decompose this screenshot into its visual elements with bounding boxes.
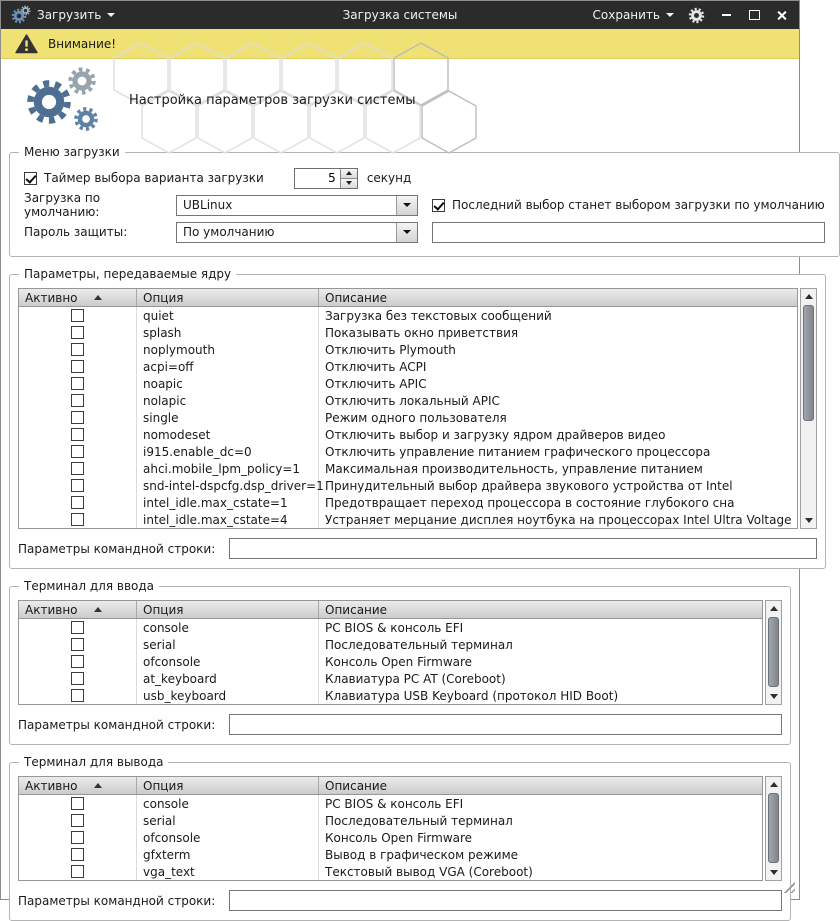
active-cell <box>19 307 137 324</box>
column-header-option[interactable] <box>137 289 319 306</box>
table-row[interactable] <box>19 341 797 358</box>
active-cell <box>19 829 137 846</box>
column-header-active[interactable] <box>19 601 137 618</box>
cmdline-label: Параметры командной строки: <box>18 717 216 732</box>
row-checkbox[interactable] <box>71 655 84 668</box>
row-checkbox[interactable] <box>71 411 84 424</box>
description-cell: Отключить локальный APIC <box>325 393 500 408</box>
row-checkbox[interactable] <box>71 479 84 492</box>
row-checkbox[interactable] <box>71 865 84 878</box>
table-row[interactable] <box>19 443 797 460</box>
output-terminal-tablewrap <box>18 776 782 881</box>
chevron-down-icon <box>403 203 411 207</box>
vertical-scrollbar[interactable] <box>765 600 782 705</box>
default-boot-value: UBLinux <box>183 198 233 212</box>
active-cell <box>19 812 137 829</box>
default-boot-row <box>24 191 825 219</box>
column-header-description[interactable] <box>319 601 762 618</box>
active-cell <box>19 324 137 341</box>
table-row[interactable] <box>19 846 762 863</box>
app-gears-icon <box>11 5 31 25</box>
table-row[interactable] <box>19 863 762 880</box>
load-menu-button[interactable] <box>37 8 115 22</box>
option-cell: at_keyboard <box>137 670 319 687</box>
scroll-thumb[interactable] <box>803 305 814 421</box>
active-cell <box>19 494 137 511</box>
table-header <box>19 289 797 307</box>
table-row[interactable] <box>19 494 797 511</box>
boot-menu-title: Меню загрузки <box>24 145 120 159</box>
description-cell: Отключить управление питанием графического процессора <box>325 444 711 459</box>
option-cell: snd-intel-dspcfg.dsp_driver=1 <box>137 477 319 494</box>
description-cell: PC BIOS & консоль EFI <box>325 620 464 635</box>
description-cell: Клавиатура USB Keyboard (протокол HID Boot) <box>325 688 619 703</box>
last-choice-checkbox[interactable] <box>432 199 445 212</box>
scroll-down-button[interactable] <box>766 865 781 880</box>
row-checkbox[interactable] <box>71 814 84 827</box>
titlebar-right-group <box>593 7 790 24</box>
active-cell <box>19 863 137 880</box>
kernel-cmdline-input[interactable] <box>229 538 817 559</box>
scroll-up-button[interactable] <box>766 601 781 616</box>
table-row[interactable] <box>19 375 797 392</box>
maximize-button[interactable] <box>747 8 761 22</box>
chevron-down-icon <box>666 13 674 17</box>
output-terminal-title: Терминал для вывода <box>24 755 164 769</box>
column-label: Описание <box>325 290 388 305</box>
timer-row <box>24 167 825 189</box>
option-cell: usb_keyboard <box>137 687 319 704</box>
boot-menu-section <box>9 145 840 257</box>
table-row[interactable] <box>19 829 762 846</box>
description-cell: Устраняет мерцание дисплея ноутбука на процессорах Intel Ultra Voltage <box>325 512 792 527</box>
option-cell: quiet <box>137 307 319 324</box>
timer-value-input[interactable] <box>295 169 340 188</box>
row-checkbox[interactable] <box>71 496 84 509</box>
option-cell: acpi=off <box>137 358 319 375</box>
active-cell <box>19 409 137 426</box>
column-label: Описание <box>325 778 388 793</box>
password-row <box>24 221 825 243</box>
arrow-down-icon <box>346 181 352 185</box>
active-cell <box>19 477 137 494</box>
column-header-description[interactable] <box>319 777 762 794</box>
column-label: Опция <box>143 602 184 617</box>
timer-checkbox[interactable] <box>24 172 37 185</box>
description-cell: Предотвращает переход процессора в состояние глубокого сна <box>325 495 735 510</box>
table-row[interactable] <box>19 307 797 324</box>
column-header-active[interactable] <box>19 777 137 794</box>
option-cell: serial <box>137 812 319 829</box>
table-row[interactable] <box>19 511 797 528</box>
output-terminal-cmdline-input[interactable] <box>229 890 782 911</box>
table-row[interactable] <box>19 324 797 341</box>
description-cell: Отключить выбор и загрузку ядром драйверов видео <box>325 427 666 442</box>
active-cell <box>19 670 137 687</box>
settings-gear-icon[interactable] <box>688 7 705 24</box>
window-title: Загрузка системы <box>342 8 458 22</box>
column-label: Опция <box>143 290 184 305</box>
kernel-params-section <box>9 267 826 569</box>
scroll-track[interactable] <box>768 793 779 864</box>
warning-text: Внимание! <box>48 36 117 51</box>
active-cell <box>19 687 137 704</box>
row-checkbox[interactable] <box>71 689 84 702</box>
spin-down-button[interactable] <box>341 178 357 188</box>
output-terminal-table <box>18 776 763 881</box>
row-checkbox[interactable] <box>71 343 84 356</box>
save-menu-label: Сохранить <box>592 8 660 22</box>
sort-ascending-icon <box>94 295 102 300</box>
description-cell: Последовательный терминал <box>325 813 513 828</box>
column-label: Описание <box>325 602 388 617</box>
row-checkbox[interactable] <box>71 638 84 651</box>
input-terminal-table <box>18 600 763 705</box>
chevron-down-icon <box>107 13 115 17</box>
cmdline-label: Параметры командной строки: <box>18 893 216 908</box>
active-cell <box>19 426 137 443</box>
option-cell: intel_idle.max_cstate=1 <box>137 494 319 511</box>
arrow-down-icon <box>770 870 778 875</box>
scroll-down-button[interactable] <box>766 689 781 704</box>
arrow-up-icon <box>770 606 778 611</box>
scroll-up-button[interactable] <box>766 777 781 792</box>
row-checkbox[interactable] <box>71 672 84 685</box>
row-checkbox[interactable] <box>71 360 84 373</box>
input-terminal-section <box>9 579 791 745</box>
active-cell <box>19 511 137 528</box>
page-header <box>1 59 799 141</box>
password-value: По умолчанию <box>183 225 275 239</box>
timer-units-label: секунд <box>366 171 412 185</box>
active-cell <box>19 636 137 653</box>
minimize-button[interactable] <box>719 8 733 22</box>
table-row[interactable] <box>19 426 797 443</box>
table-body <box>19 619 762 704</box>
cmdline-row <box>18 890 782 911</box>
kernel-params-tablewrap <box>18 288 817 529</box>
table-row[interactable] <box>19 477 797 494</box>
row-checkbox[interactable] <box>71 309 84 322</box>
option-cell: single <box>137 409 319 426</box>
arrow-up-icon <box>805 294 813 299</box>
active-cell <box>19 341 137 358</box>
chevron-down-icon <box>403 230 411 234</box>
input-terminal-tablewrap <box>18 600 782 705</box>
titlebar <box>1 1 799 29</box>
spin-up-button[interactable] <box>341 169 357 178</box>
sort-ascending-icon <box>94 783 102 788</box>
description-cell: Текстовый вывод VGA (Coreboot) <box>325 864 533 879</box>
arrow-down-icon <box>770 694 778 699</box>
table-row[interactable] <box>19 358 797 375</box>
cmdline-row <box>18 714 782 735</box>
row-checkbox[interactable] <box>71 831 84 844</box>
scroll-track[interactable] <box>768 617 779 688</box>
option-cell: i915.enable_dc=0 <box>137 443 319 460</box>
spin-buttons <box>340 169 357 188</box>
column-header-description[interactable] <box>319 289 797 306</box>
active-cell <box>19 460 137 477</box>
table-row[interactable] <box>19 619 762 636</box>
option-cell: splash <box>137 324 319 341</box>
description-cell: Отключить APIC <box>325 376 427 391</box>
column-label: Опция <box>143 778 184 793</box>
row-checkbox[interactable] <box>71 377 84 390</box>
arrow-up-icon <box>770 782 778 787</box>
option-cell: noapic <box>137 375 319 392</box>
password-combobox[interactable] <box>176 222 418 243</box>
table-row[interactable] <box>19 653 762 670</box>
cmdline-label: Параметры командной строки: <box>18 541 216 556</box>
option-cell: console <box>137 795 319 812</box>
active-cell <box>19 443 137 460</box>
output-terminal-section <box>9 755 791 921</box>
table-row[interactable] <box>19 687 762 704</box>
close-button[interactable] <box>775 8 789 22</box>
table-row[interactable] <box>19 392 797 409</box>
row-checkbox[interactable] <box>71 428 84 441</box>
description-cell: Клавиатура PC AT (Coreboot) <box>325 671 506 686</box>
row-checkbox[interactable] <box>71 445 84 458</box>
table-header <box>19 601 762 619</box>
timer-spinbox <box>294 168 358 189</box>
description-cell: Консоль Open Firmware <box>325 654 473 669</box>
input-terminal-title: Терминал для ввода <box>24 579 155 593</box>
input-terminal-cmdline-input[interactable] <box>229 714 782 735</box>
option-cell: ofconsole <box>137 829 319 846</box>
column-header-active[interactable] <box>19 289 137 306</box>
table-row[interactable] <box>19 636 762 653</box>
option-cell: serial <box>137 636 319 653</box>
column-label: Активно <box>25 290 78 305</box>
vertical-scrollbar[interactable] <box>800 288 817 529</box>
scroll-thumb[interactable] <box>768 793 779 863</box>
active-cell <box>19 795 137 812</box>
active-cell <box>19 653 137 670</box>
column-label: Активно <box>25 602 78 617</box>
row-checkbox[interactable] <box>71 326 84 339</box>
description-cell: Последовательный терминал <box>325 637 513 652</box>
row-checkbox[interactable] <box>71 621 84 634</box>
scroll-up-button[interactable] <box>801 289 816 304</box>
description-cell: Вывод в графическом режиме <box>325 847 519 862</box>
cmdline-row <box>18 538 817 559</box>
table-row[interactable] <box>19 795 762 812</box>
option-cell: vga_text <box>137 863 319 880</box>
last-choice-label: Последний выбор станет выбором загрузки по умолчанию <box>452 198 825 212</box>
table-row[interactable] <box>19 409 797 426</box>
description-cell: Показывать окно приветствия <box>325 325 519 340</box>
combo-dropdown-button[interactable] <box>396 196 417 215</box>
description-cell: Максимальная производительность, управление питанием <box>325 461 703 476</box>
description-cell: Режим одного пользователя <box>325 410 507 425</box>
active-cell <box>19 392 137 409</box>
row-checkbox[interactable] <box>71 848 84 861</box>
arrow-up-icon <box>346 171 352 175</box>
option-cell: intel_idle.max_cstate=4 <box>137 511 319 528</box>
option-cell: noplymouth <box>137 341 319 358</box>
scroll-down-button[interactable] <box>801 513 816 528</box>
kernel-params-title: Параметры, передаваемые ядру <box>24 267 232 281</box>
table-row[interactable] <box>19 670 762 687</box>
option-cell: ahci.mobile_lpm_policy=1 <box>137 460 319 477</box>
option-cell: nolapic <box>137 392 319 409</box>
column-header-option[interactable] <box>137 601 319 618</box>
column-header-option[interactable] <box>137 777 319 794</box>
app-logo-gears <box>17 62 117 140</box>
scroll-track[interactable] <box>803 305 814 512</box>
arrow-down-icon <box>805 518 813 523</box>
table-row[interactable] <box>19 460 797 477</box>
row-checkbox[interactable] <box>71 513 84 526</box>
active-cell <box>19 619 137 636</box>
active-cell <box>19 375 137 392</box>
description-cell: PC BIOS & консоль EFI <box>325 796 464 811</box>
table-body <box>19 795 762 880</box>
default-boot-combobox[interactable] <box>176 195 418 216</box>
active-cell <box>19 358 137 375</box>
timer-label: Таймер выбора варианта загрузки <box>44 171 264 185</box>
password-input[interactable] <box>432 222 825 243</box>
table-row[interactable] <box>19 812 762 829</box>
table-header <box>19 777 762 795</box>
row-checkbox[interactable] <box>71 797 84 810</box>
option-cell: gfxterm <box>137 846 319 863</box>
description-cell: Принудительный выбор драйвера звукового устройства от Intel <box>325 478 733 493</box>
option-cell: console <box>137 619 319 636</box>
warning-triangle-icon <box>15 34 38 54</box>
option-cell: nomodeset <box>137 426 319 443</box>
vertical-scrollbar[interactable] <box>765 776 782 881</box>
page-subtitle: Настройка параметров загрузки системы <box>129 93 416 108</box>
default-boot-label: Загрузка по умолчанию: <box>24 191 101 219</box>
combo-dropdown-button[interactable] <box>396 223 417 242</box>
option-cell: ofconsole <box>137 653 319 670</box>
scroll-thumb[interactable] <box>768 617 779 687</box>
row-checkbox[interactable] <box>71 462 84 475</box>
active-cell <box>19 846 137 863</box>
load-menu-label: Загрузить <box>37 8 102 22</box>
column-label: Активно <box>25 778 78 793</box>
save-menu-button[interactable] <box>593 8 675 22</box>
password-label: Пароль защиты: <box>24 225 128 239</box>
kernel-params-table <box>18 288 798 529</box>
description-cell: Отключить ACPI <box>325 359 427 374</box>
description-cell: Консоль Open Firmware <box>325 830 473 845</box>
sort-ascending-icon <box>94 607 102 612</box>
table-body <box>19 307 797 528</box>
row-checkbox[interactable] <box>71 394 84 407</box>
description-cell: Загрузка без текстовых сообщений <box>325 308 552 323</box>
description-cell: Отключить Plymouth <box>325 342 456 357</box>
